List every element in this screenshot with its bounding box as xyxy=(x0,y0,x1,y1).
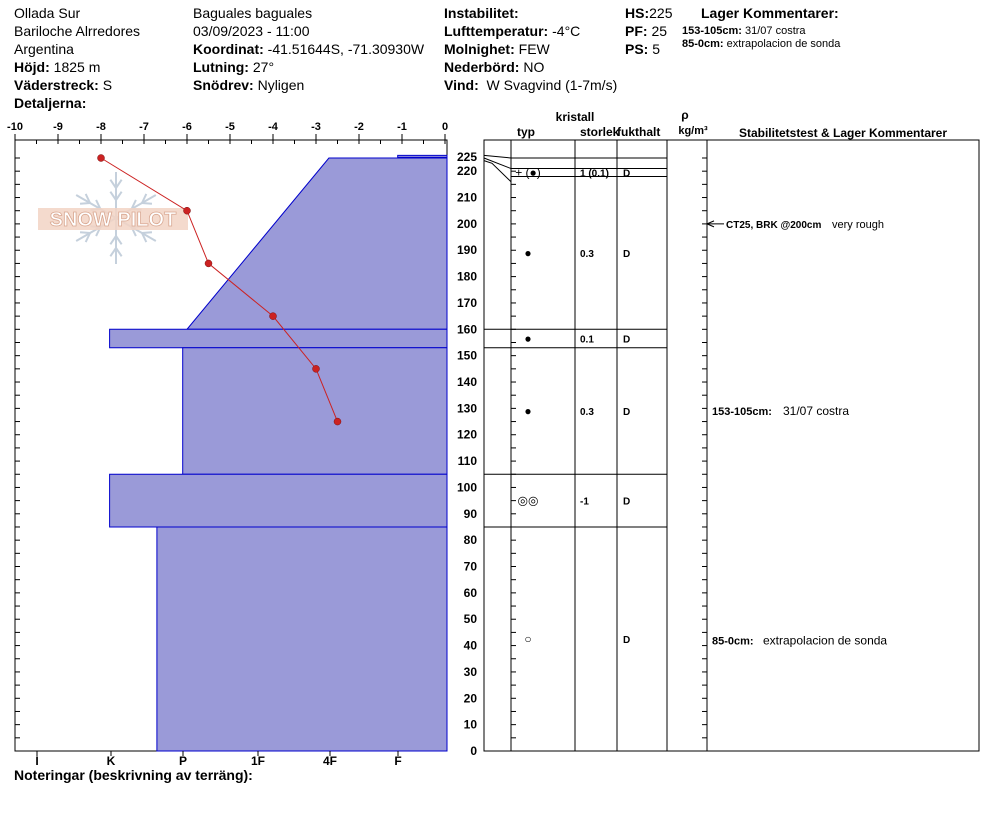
crystal-type-7: ○ xyxy=(524,631,532,646)
height-axis-label: 0 xyxy=(470,744,477,758)
height-axis-label: 100 xyxy=(456,480,477,495)
height-axis-label: 50 xyxy=(463,612,477,627)
pf-value: 25 xyxy=(651,23,668,39)
temperature-point xyxy=(270,313,277,320)
pf-label: PF: xyxy=(625,23,648,39)
layer-comment-2-text: extrapolacion de sonda xyxy=(726,38,841,50)
height-axis-label: 120 xyxy=(456,427,477,442)
height-axis-label: 130 xyxy=(456,401,477,416)
crystal-size-5: 0.3 xyxy=(580,407,594,419)
observer-name: Baguales baguales xyxy=(193,5,313,21)
crystal-type-2: + (●) xyxy=(515,165,541,180)
region-name: Bariloche Alrredores xyxy=(14,23,141,39)
height-axis-label: 180 xyxy=(456,269,477,284)
layer-annotation-range-1: 153-105cm: xyxy=(712,406,772,419)
snowpilot-logo-text: SNOW PILOT xyxy=(49,209,177,231)
height-axis-label: 225 xyxy=(456,150,477,164)
height-axis-label: 90 xyxy=(463,506,477,521)
crystal-size-6: -1 xyxy=(580,496,589,508)
height-axis-label: 210 xyxy=(456,190,477,205)
height-axis-label: 60 xyxy=(463,585,477,600)
snowflake-branch xyxy=(142,232,152,233)
hardness-layer-2 xyxy=(110,329,447,347)
header-typ: typ xyxy=(517,125,535,139)
crystal-size-2: 1 (0.1) xyxy=(580,168,609,180)
hardness-layer-5 xyxy=(157,527,447,751)
height-axis-label: 160 xyxy=(456,322,477,337)
crystal-type-5: ● xyxy=(524,404,532,419)
slope-label: Lutning: xyxy=(193,59,249,75)
temp-axis-tick-label: -5 xyxy=(225,121,235,133)
hardness-axis-label: P xyxy=(178,754,188,768)
stability-test-1: CT25, BRK @200cm xyxy=(726,219,822,231)
temp-axis-tick-label: -6 xyxy=(182,121,192,133)
observation-datetime: 03/09/2023 - 11:00 xyxy=(193,23,310,39)
height-axis-label: 140 xyxy=(456,375,477,390)
height-axis-label: 70 xyxy=(463,559,477,574)
aspect-value: S xyxy=(102,77,113,93)
hardness-axis-label: K xyxy=(106,754,116,768)
layer-connector-line xyxy=(484,155,511,158)
details-label: Detaljerna: xyxy=(14,95,87,111)
height-axis-label: 10 xyxy=(463,717,477,732)
layer-connector-line xyxy=(484,158,511,169)
height-axis-label: 220 xyxy=(456,164,477,179)
header-stability: Stabilitetstest & Lager Kommentarer xyxy=(738,126,948,140)
hardness-layer-4 xyxy=(110,474,447,527)
moisture-6: D xyxy=(623,496,631,508)
ps-label: PS: xyxy=(625,41,649,57)
wind-value: W Svagvind (1-7m/s) xyxy=(486,77,618,93)
coordinate-label: Koordinat: xyxy=(193,41,264,57)
temp-axis-tick-label: -7 xyxy=(139,121,149,133)
notes-label: Noteringar (beskrivning av terräng): xyxy=(14,767,253,783)
header-storlek: storlek xyxy=(580,125,620,139)
temp-axis-tick-label: -9 xyxy=(53,121,63,133)
snowflake-branch xyxy=(142,203,152,204)
moisture-5: D xyxy=(623,407,631,419)
temp-axis-tick-label: -8 xyxy=(96,121,106,133)
height-axis-label: 190 xyxy=(456,243,477,258)
snowflake-branch xyxy=(80,232,90,233)
slope-value: 27° xyxy=(252,59,275,75)
hs-label: HS: xyxy=(625,5,650,21)
moisture-4: D xyxy=(623,334,631,346)
temperature-point xyxy=(98,155,105,162)
temperature-point xyxy=(184,207,191,214)
elevation-label: Höjd: xyxy=(14,59,50,75)
hardness-axis-label: I xyxy=(35,754,39,768)
height-axis-label: 200 xyxy=(456,216,477,231)
layer-table-frame xyxy=(484,140,979,751)
layer-comments-title: Lager Kommentarer: xyxy=(701,5,839,21)
temp-axis-tick-label: -10 xyxy=(7,121,23,133)
height-axis-label: 170 xyxy=(456,295,477,310)
snowflake-branch xyxy=(80,203,90,204)
cloud-label: Molnighet: xyxy=(444,41,515,57)
crystal-type-3: ● xyxy=(524,245,532,260)
temperature-point xyxy=(205,260,212,267)
height-axis-label: 110 xyxy=(457,454,477,469)
header-kristall: kristall xyxy=(555,110,595,124)
temp-axis-tick-label: -2 xyxy=(354,121,364,133)
stability-comment-1: very rough xyxy=(832,218,884,231)
temperature-point xyxy=(334,418,341,425)
crystal-size-3: 0.3 xyxy=(580,248,594,260)
layer-comment-1-range: 153-105cm: xyxy=(682,25,742,37)
moisture-7: D xyxy=(623,634,631,646)
location-name: Ollada Sur xyxy=(14,5,81,21)
layer-comment-2-range: 85-0cm: xyxy=(682,38,724,50)
header-fukthalt: fukthalt xyxy=(617,125,661,139)
height-axis-label: 80 xyxy=(463,533,477,548)
temp-axis-tick-label: 0 xyxy=(441,121,449,133)
precip-label: Nederbörd: xyxy=(444,59,520,75)
cloud-value: FEW xyxy=(518,41,550,57)
snowdrift-label: Snödrev: xyxy=(193,77,254,93)
temp-axis-tick-label: -3 xyxy=(311,121,321,133)
temp-axis-tick-label: -1 xyxy=(397,121,407,133)
layer-annotation-text-1: 31/07 costra xyxy=(783,404,850,419)
hardness-axis-label: 4F xyxy=(322,754,338,768)
hs-value: 225 xyxy=(649,5,673,21)
airtemp-value: -4°C xyxy=(552,23,581,39)
temp-axis-tick-label: -4 xyxy=(268,121,278,133)
height-axis-label: 20 xyxy=(463,691,477,706)
height-axis-label: 150 xyxy=(456,348,477,363)
header-rho-unit: kg/m³ xyxy=(678,125,708,137)
snowdrift-value: Nyligen xyxy=(257,77,305,93)
wind-label: Vind: xyxy=(444,77,479,93)
layer-annotation-text-2: extrapolacion de sonda xyxy=(763,633,888,648)
instability-label: Instabilitet: xyxy=(444,5,519,21)
moisture-2: D xyxy=(623,168,631,180)
elevation-value: 1825 m xyxy=(53,59,101,75)
coordinate-value: -41.51644S, -71.30930W xyxy=(267,41,425,57)
crystal-size-4: 0.1 xyxy=(580,334,594,346)
layer-annotation-range-2: 85-0cm: xyxy=(712,635,754,648)
aspect-label: Väderstreck: xyxy=(14,77,99,93)
crystal-type-6: ◎◎ xyxy=(517,493,539,508)
airtemp-label: Lufttemperatur: xyxy=(444,23,549,39)
precip-value: NO xyxy=(523,59,545,75)
layer-comment-1-text: 31/07 costra xyxy=(745,25,806,37)
header-rho: ρ xyxy=(681,108,689,122)
hardness-axis-label: 1F xyxy=(250,754,266,768)
ps-value: 5 xyxy=(652,41,661,57)
country-name: Argentina xyxy=(14,41,74,57)
hardness-cap-layer xyxy=(398,155,447,157)
temperature-point xyxy=(313,365,320,372)
moisture-3: D xyxy=(623,248,631,260)
height-axis-label: 30 xyxy=(463,664,477,679)
hardness-axis-label: F xyxy=(394,754,402,768)
crystal-type-4: ● xyxy=(524,331,532,346)
height-axis-label: 40 xyxy=(463,638,477,653)
